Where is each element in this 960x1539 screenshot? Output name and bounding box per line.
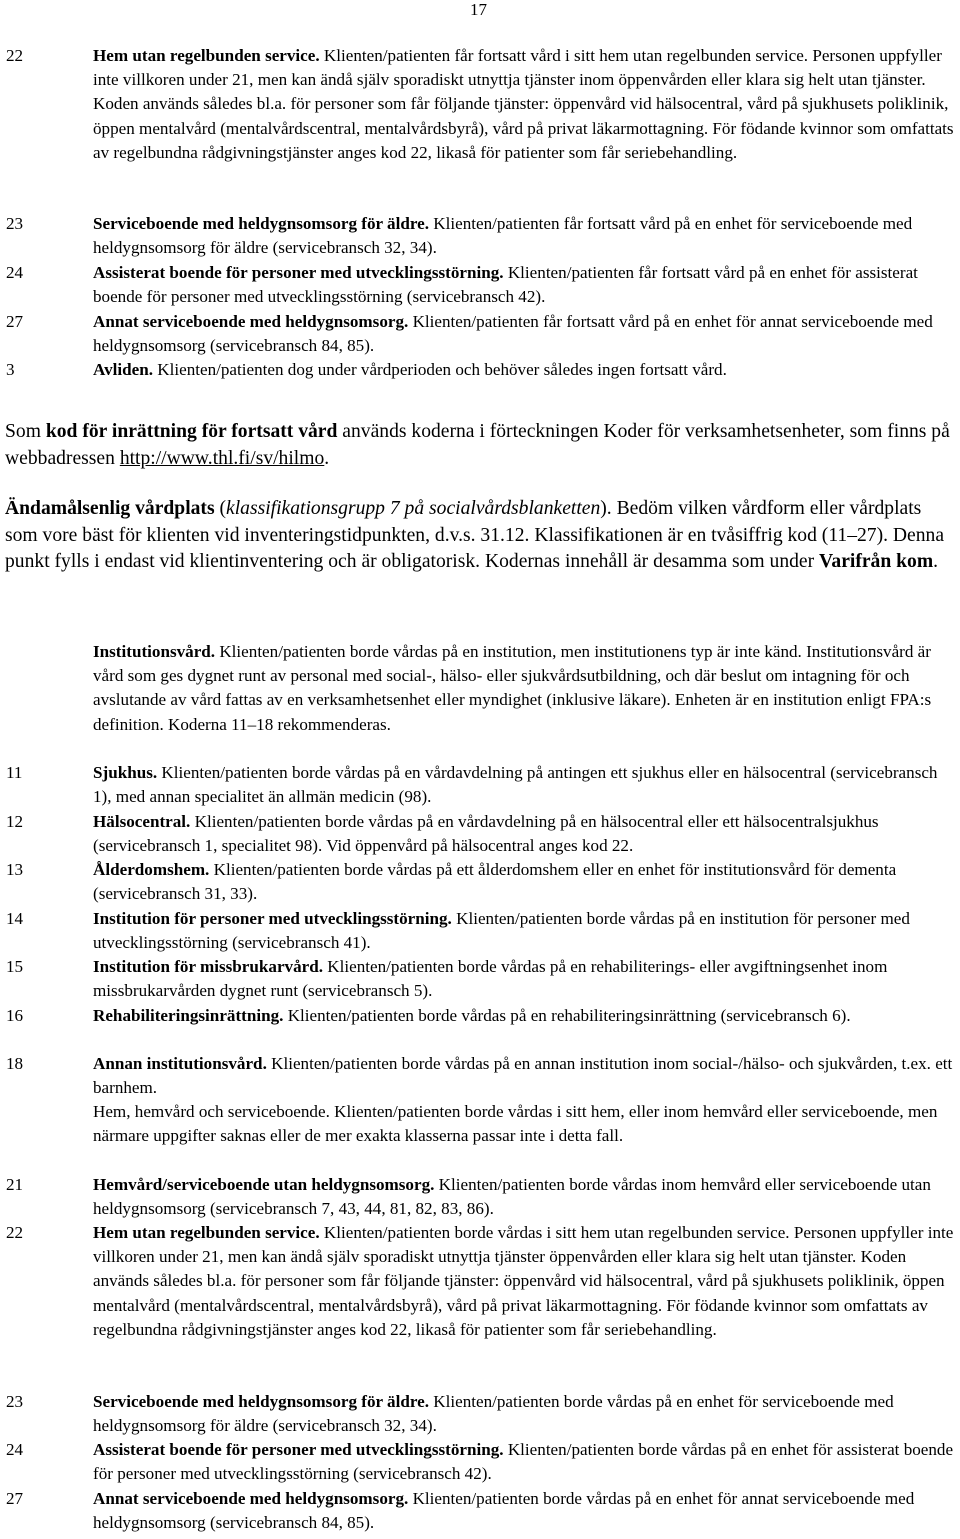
entry-text: Klienten/patienten får fortsatt vård på en enhet för serviceboende med heldygnsomsorg för äldre (servicebransch 32, 34). xyxy=(93,214,913,258)
code-number: 12 xyxy=(6,812,24,831)
entry-text: Klienten/patienten borde vårdas inom hemvård eller serviceboende utan heldygnsomsorg (servicebransch 7, 43, 44, 81, 82, 83, 86). xyxy=(93,1175,931,1219)
facility-code-paragraph xyxy=(5,419,955,472)
entry-title: Ålderdomshem. xyxy=(93,860,210,879)
entry-title: Assisterat boende för personer med utvecklingsstörning. xyxy=(93,1440,504,1459)
entry-title: Assisterat boende för personer med utvecklingsstörning. xyxy=(93,263,504,282)
entry-text: Klienten/patienten borde vårdas på en vårdavdelning på en hälsocentral eller ett hälsocentralsjukhus (servicebransch 1, specialitet 98). Vid öppenvård på hälsocentral anges kod 22. xyxy=(93,812,879,856)
entry-title: Hemvård/serviceboende utan heldygnsomsorg. xyxy=(93,1175,435,1194)
entry-title: Hem utan regelbunden service. xyxy=(93,46,320,65)
code-entry xyxy=(0,1004,955,1028)
entry-text: Klienten/patienten borde vårdas på en institution, men institutionens typ är inte känd. Institutionsvård är vård som ges dygnet runt av personal med social-, hälso- eller sjukvårdsutbildning, och där beslut om intagning för och avslutande av vård fattas av en verksamhetsenhet eller myndighet (inklusive läkare). Enheten är en institution enligt FPA:s definition. Koderna 11–18 rekommenderas. xyxy=(93,642,932,734)
entry-text: Klienten/patienten borde vårdas på en enhet för serviceboende med heldygnsomsorg för äldre (servicebransch 32, 34). xyxy=(93,1392,894,1436)
para-bold: kod för inrättning för fortsatt vård xyxy=(45,421,338,442)
code-entry xyxy=(0,1390,955,1438)
code-number: 16 xyxy=(6,1006,24,1025)
entry-text: Klienten/patienten får fortsatt vård på en enhet för assisterat boende för personer med utvecklingsstörning (servicebransch 42). xyxy=(93,263,918,307)
entry-text: Klienten/patienten borde vårdas på en institution för personer med utvecklingsstörning (servicebransch 41). xyxy=(93,909,910,953)
entry-text: Klienten/patienten borde vårdas på en rehabiliteringsinrättning (servicebransch 6). xyxy=(283,1006,851,1025)
entry-title: Annat serviceboende med heldygnsomsorg. xyxy=(93,312,409,331)
entry-text: Klienten/patienten borde vårdas på ett ålderdomshem eller en enhet för institutionsvård för dementa (servicebransch 31, 33). xyxy=(93,860,897,904)
code-number: 18 xyxy=(6,1054,24,1073)
code-number: 24 xyxy=(6,263,24,282)
para-text: används koderna i förteckningen Koder för verksamhetsenheter, som finns på webbadressen xyxy=(5,421,950,469)
entry-text: Klienten/patienten borde vårdas i sitt hem utan regelbunden service. Personen uppfyller inte villkoren under 21, men kan ändå själv sporadiskt utnyttja tjänster öppenvården eller klara sig helt utan tjänster. Koden används således bl.a. för personer som får följande tjänster: öppenvård vid hälsocentral, vård på sjukhusets poliklinik, öppen mentalvård (mentalvårdscentral, mentalvårdsbyrå), vård på privat läkarmottagning. För födande kvinnor som omfattats av regelbundna rådgivningstjänster anges kod 22, likaså för patienter som får seriebehandling. xyxy=(93,1223,954,1339)
code-number: 27 xyxy=(6,312,24,331)
entry-text: Klienten/patienten får fortsatt vård på en enhet för annat serviceboende med heldygnsomsorg (servicebransch 84, 85). xyxy=(93,312,933,356)
code-number: 23 xyxy=(6,214,24,233)
code-entry xyxy=(0,1173,955,1221)
code-number: 13 xyxy=(6,860,24,879)
entry-title: Hem utan regelbunden service. xyxy=(93,1223,320,1242)
entry-text: Klienten/patienten borde vårdas på en vårdavdelning på antingen ett sjukhus eller en hälsocentral (servicebransch 1), med annan specialitet än allmän medicin (98). xyxy=(93,763,938,807)
entry-text: Klienten/patienten får fortsatt vård i sitt hem utan regelbunden service. Personen uppfyller inte villkoren under 21, men kan ändå själv sporadiskt utnyttja tjänster inom öppenvården eller klara sig helt utan tjänster. Koden används således bl.a. för personer som får följande tjänster: öppenvård vid hälsocentral, vård på sjukhusets poliklinik, öppen mentalvård (mentalvårdscentral, mentalvårdsbyrå), vård på privat läkarmottagning. För födande kvinnor som omfattats av regelbundna rådgivningstjänster anges kod 22, likaså för patienter som får seriebehandling. xyxy=(93,46,954,162)
code-entry xyxy=(0,761,955,809)
code-number: 15 xyxy=(6,957,24,976)
entry-title: Institution för personer med utvecklingsstörning. xyxy=(93,909,452,928)
care-place-paragraph xyxy=(5,496,955,576)
code-entry xyxy=(0,955,955,1003)
entry-title: Annat serviceboende med heldygnsomsorg. xyxy=(93,1489,409,1508)
code-number: 23 xyxy=(6,1392,24,1411)
code-entry xyxy=(0,640,955,737)
entry-title: Avliden. xyxy=(93,360,153,379)
entry-title: Hälsocentral. xyxy=(93,812,191,831)
code-entry xyxy=(0,1438,955,1486)
code-entry xyxy=(0,858,955,906)
code-number: 3 xyxy=(6,360,15,379)
code-entry xyxy=(0,212,955,260)
entry-title: Serviceboende med heldygnsomsorg för äldre. xyxy=(93,214,429,233)
code-number: 27 xyxy=(6,1489,24,1508)
code-number: 22 xyxy=(6,46,24,65)
para-text: . xyxy=(324,447,330,469)
para-italic: klassifikationsgrupp 7 på socialvårdsblanketten xyxy=(226,498,601,519)
code-entry xyxy=(0,1221,955,1342)
code-entry xyxy=(0,1100,955,1148)
code-entry xyxy=(0,1487,955,1535)
entry-title: Rehabiliteringsinrättning. xyxy=(93,1006,284,1025)
entry-text: Klienten/patienten borde vårdas på en enhet för assisterat boende för personer med utvecklingsstörning (servicebransch 42). xyxy=(93,1440,954,1484)
entry-title: Serviceboende med heldygnsomsorg för äldre. xyxy=(93,1392,429,1411)
para-bold: Varifrån kom xyxy=(819,551,934,572)
entry-text: Klienten/patienten borde vårdas på en annan institution inom social-/hälso- och sjukvården, t.ex. ett barnhem. xyxy=(93,1054,953,1098)
code-entry xyxy=(0,810,955,858)
para-bold: Ändamålsenlig vårdplats xyxy=(5,498,215,519)
entry-title: Annan institutionsvård. xyxy=(93,1054,267,1073)
code-number: 22 xyxy=(6,1223,24,1242)
web-address-link[interactable]: http://www.thl.fi/sv/hilmo xyxy=(119,447,325,469)
code-entry xyxy=(0,44,955,165)
code-entry xyxy=(0,310,955,358)
para-text: Som xyxy=(5,421,46,442)
para-text: ). Bedöm vilken vårdform eller vårdplats som vore bäst för klienten vid inventeringstidpunkten, d.v.s. 31.12. Klassifikationen är en tvåsiffrig kod (11–27). Denna punkt fylls i endast vid klientinventering och är obligatorisk. Kodernas innehåll är desamma som under xyxy=(5,498,945,572)
para-text: ( xyxy=(214,498,227,519)
code-entry xyxy=(0,358,955,382)
code-entry xyxy=(0,1052,955,1100)
entry-title: Institutionsvård. xyxy=(93,642,216,661)
entry-text: Hem, hemvård och serviceboende. Klienten/patienten borde vårdas i sitt hem, eller inom hemvård eller serviceboende, men närmare uppgifter saknas eller de mer exakta klasserna passar inte i detta fall. xyxy=(93,1102,938,1146)
code-number: 24 xyxy=(6,1440,24,1459)
code-entry xyxy=(0,261,955,309)
para-text: . xyxy=(933,551,939,572)
code-number: 11 xyxy=(6,763,23,782)
entry-text: Klienten/patienten borde vårdas på en rehabiliterings- eller avgiftningsenhet inom missbrukarvården dygnet runt (servicebransch 5). xyxy=(93,957,888,1001)
entry-title: Institution för missbrukarvård. xyxy=(93,957,324,976)
code-entry xyxy=(0,907,955,955)
page-number: 17 xyxy=(470,0,487,19)
entry-text: Klienten/patienten dog under vårdperioden och behöver således ingen fortsatt vård. xyxy=(153,360,727,379)
entry-text: Klienten/patienten borde vårdas på en enhet för annat serviceboende med heldygnsomsorg (servicebransch 84, 85). xyxy=(93,1489,915,1533)
code-number: 14 xyxy=(6,909,24,928)
entry-title: Sjukhus. xyxy=(93,763,158,782)
code-number: 21 xyxy=(6,1175,24,1194)
